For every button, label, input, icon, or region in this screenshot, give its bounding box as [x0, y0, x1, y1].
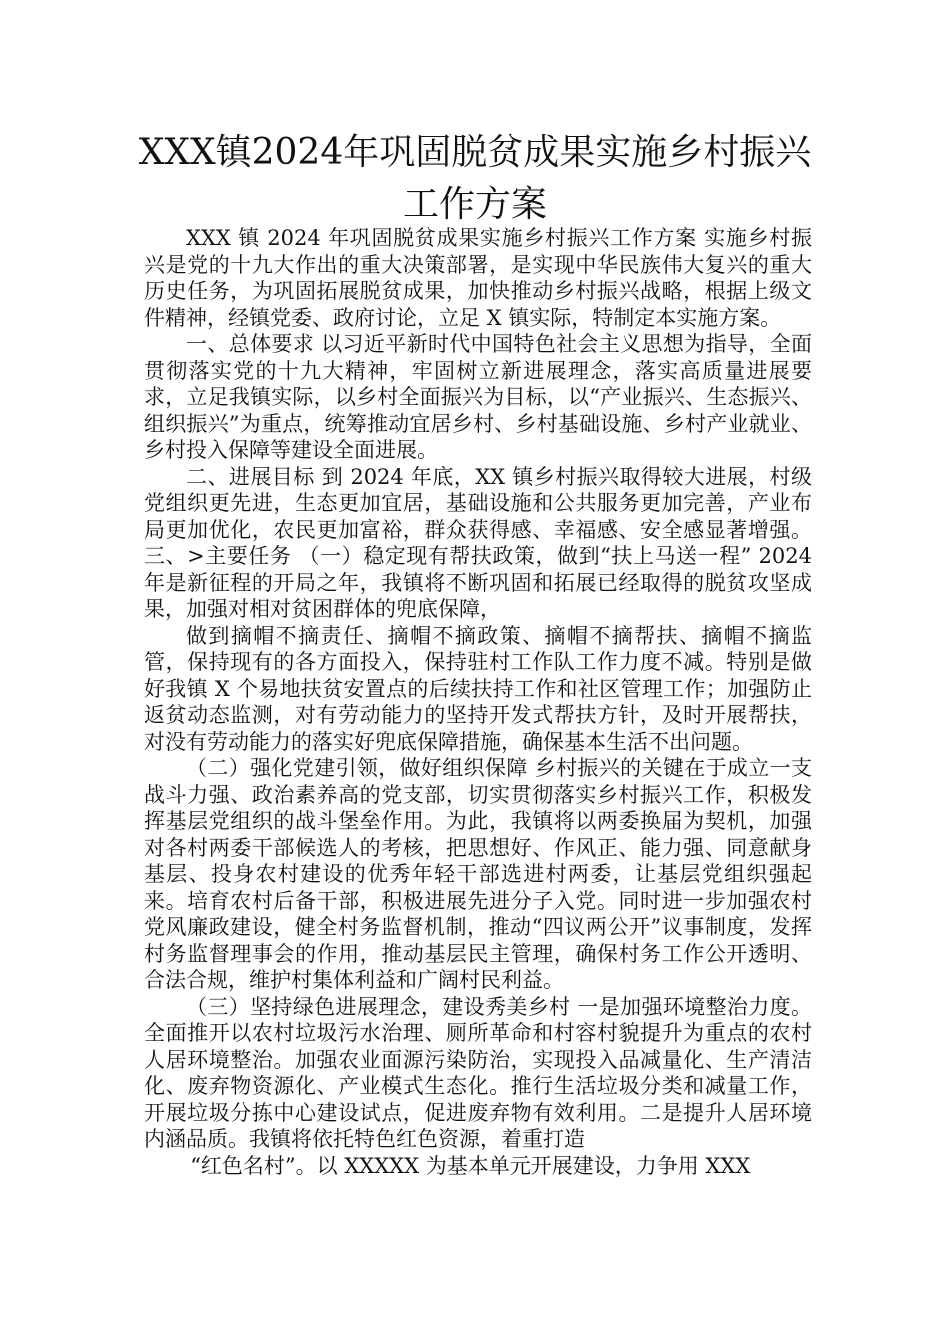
document-title-line-1: XXX镇2024年巩固脱贫成果实施乡村振兴 — [138, 132, 812, 173]
paragraph-intro: XXX 镇 2024 年巩固脱贫成果实施乡村振兴工作方案 实施乡村振兴是党的十九大作出的重大决策部署，是实现中华民族伟大复兴的重大历史任务，为巩固拓展脱贫成果，加快推动乡村振兴战略，根据上级文件精神，经镇党委、政府讨论，立足 X 镇实际，特制定本实施方案。 — [144, 226, 812, 330]
paragraph-support-policy: 做到摘帽不摘责任、摘帽不摘政策、摘帽不摘帮扶、摘帽不摘监管，保持现有的各方面投入，保持驻村工作队工作力度不减。特别是做好我镇 X 个易地扶贫安置点的后续扶持工作和社区管理工作；加强防止返贫动态监测，对有劳动能力的坚持开发式帮扶方针，及时开展帮扶，对没有劳动能力的落实好兜底保障措施，确保基本生活不出问题。 — [144, 623, 812, 754]
document-body — [144, 225, 812, 1179]
paragraph-green-development: （三）坚持绿色进展理念，建设秀美乡村 一是加强环境整治力度。全面推开以农村垃圾污水治理、厕所革命和村容村貌提升为重点的农村人居环境整治。加强农业面源污染防治，实现投入品减量化、生产清洁化、废弃物资源化、产业模式生态化。推行生活垃圾分类和减量工作，开展垃圾分拣中心建设试点，促进废弃物有效利用。二是提升人居环境内涵品质。我镇将依托特色红色资源，着重打造 — [144, 994, 812, 1151]
paragraph-party-building: （二）强化党建引领，做好组织保障 乡村振兴的关键在于成立一支战斗力强、政治素养高的党支部，切实贯彻落实乡村振兴工作，积极发挥基层党组织的战斗堡垒作用。为此，我镇将以两委换届为契机，加强对各村两委干部候选人的考核，把思想好、作风正、能力强、同意献身基层、投身农村建设的优秀年轻干部选进村两委，让基层党组织强起来。培育农村后备干部，积极进展先进分子入党。同时进一步加强农村党风廉政建设，健全村务监督机制，推动“四议两公开”议事制度，发挥村务监督理事会的作用，推动基层民主管理，确保村务工作公开透明、合法合规，维护村集体利益和广阔村民利益。 — [144, 756, 812, 992]
paragraph-goals-and-tasks: 二、进展目标 到 2024 年底，XX 镇乡村振兴取得较大进展，村级党组织更先进，生态更加宜居，基础设施和公共服务更加完善，产业布局更加优化，农民更加富裕，群众获得感、幸福感、安全感显著增强。三、>主要任务 （一）稳定现有帮扶政策，做到“扶上马送一程” 2024 年是新征程的开局之年，我镇将不断巩固和拓展已经取得的脱贫攻坚成果，加强对相对贫困群体的兜底保障， — [144, 464, 812, 621]
paragraph-general-requirements: 一、总体要求 以习近平新时代中国特色社会主义思想为指导，全面贯彻落实党的十九大精神，牢固树立新进展理念，落实高质量进展要求，立足我镇实际，以乡村全面振兴为目标，以“产业振兴、生态振兴、组织振兴”为重点，统筹推动宜居乡村、乡村基础设施、乡村产业就业、乡村投入保障等建设全面进展。 — [144, 332, 812, 462]
paragraph-red-villages: “红色名村”。以 XXXXX 为基本单元开展建设，力争用 XXX — [190, 1153, 751, 1178]
document-title-line-2: 工作方案 — [402, 184, 547, 225]
